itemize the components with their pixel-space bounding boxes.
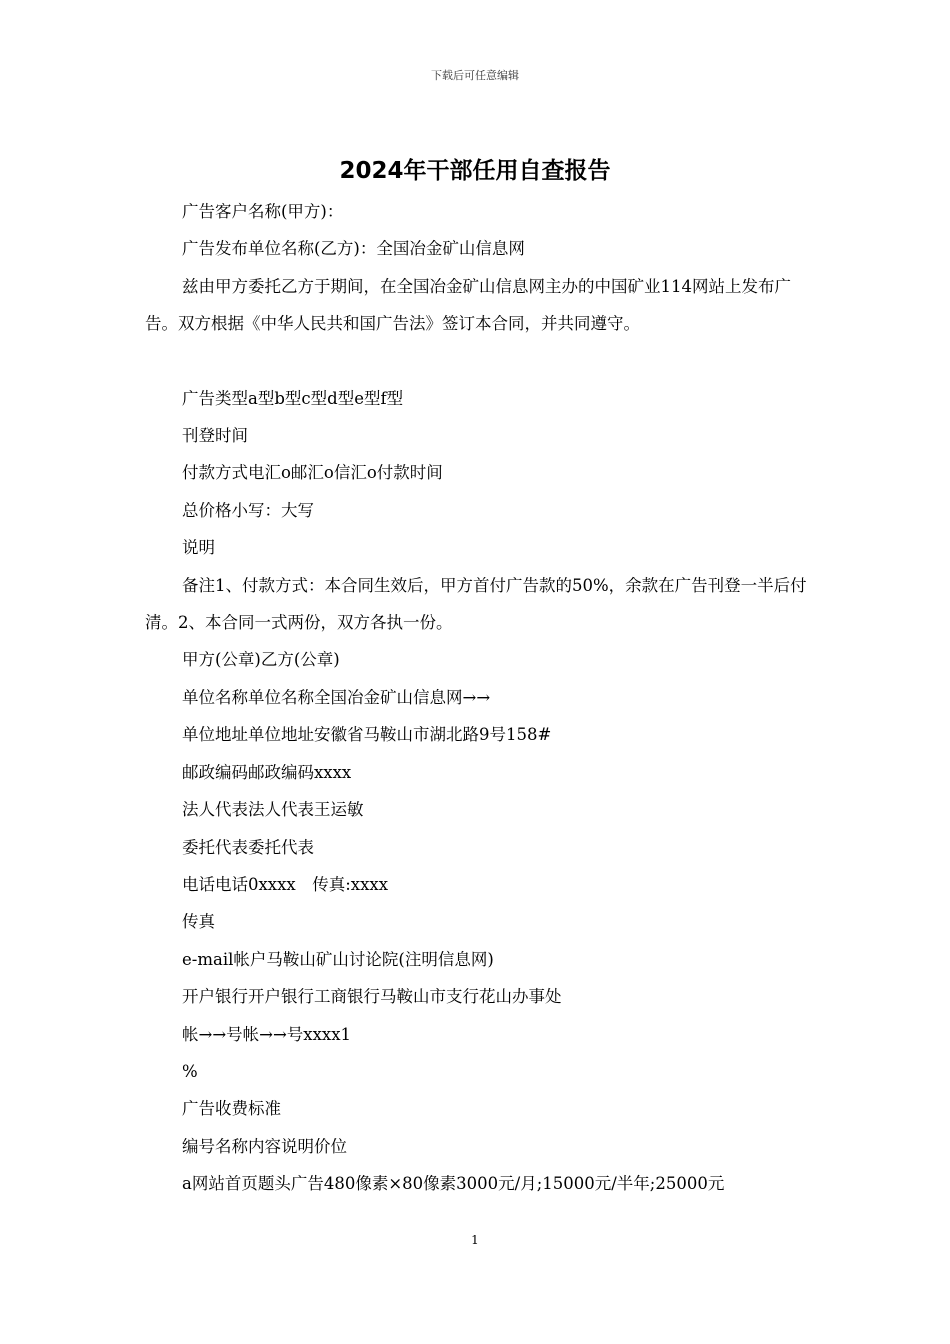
header-note: 下载后可任意编辑 [431,69,519,82]
document-body [145,193,820,1203]
authorized-rep-line: 委托代表委托代表 [182,837,314,857]
account-number-line: 帐→→号帐→→号xxxx1 [182,1024,352,1044]
postal-code-line: 邮政编码邮政编码xxxx [182,762,352,782]
payment-method-line: 付款方式电汇o邮汇o信汇o付款时间 [182,463,443,483]
page-number: 1 [471,1233,479,1247]
fee-item-a-line: a网站首页题头广告480像素×80像素3000元/月;15000元/半年;25000元 [182,1174,725,1194]
phone-line: 电话电话0xxxx 传真:xxxx [182,874,389,894]
unit-name-line: 单位名称单位名称全国冶金矿山信息网→→ [182,687,491,707]
unit-address-line: 单位地址单位地址安徽省马鞍山市湖北路9号158# [182,725,552,745]
contract-intro-paragraph: 兹由甲方委托乙方于期间，在全国冶金矿山信息网主办的中国矿业114网站上发布广告。双方根据《中华人民共和国广告法》签订本合同，并共同遵守。 [145,276,791,334]
email-account-line: e-mail帐户马鞍山矿山讨论院(注明信息网) [182,949,494,969]
legal-rep-line: 法人代表法人代表王运敏 [182,800,364,820]
ad-type-line: 广告类型a型b型c型d型e型f型 [182,388,404,408]
party-b-name-line: 广告发布单位名称(乙方)：全国冶金矿山信息网 [182,239,525,259]
total-price-line: 总价格小写：大写 [182,500,314,520]
fee-standard-heading: 广告收费标准 [182,1099,281,1119]
fee-table-header-line: 编号名称内容说明价位 [182,1136,347,1156]
description-line: 说明 [182,538,215,558]
paragraph-gap [145,343,820,380]
bank-line: 开户银行开户银行工商银行马鞍山市支行花山办事处 [182,987,562,1007]
remarks-paragraph: 备注1、付款方式：本合同生效后，甲方首付广告款的50%，余款在广告刊登一半后付清。2、本合同一式两份，双方各执一份。 [145,575,807,633]
fax-line: 传真 [182,912,215,932]
document-title: 2024年干部任用自查报告 [339,158,611,184]
seal-line: 甲方(公章)乙方(公章) [182,650,340,670]
percent-line: % [182,1061,198,1081]
publish-time-line: 刊登时间 [182,426,248,446]
party-a-name-line: 广告客户名称(甲方)： [182,202,344,221]
